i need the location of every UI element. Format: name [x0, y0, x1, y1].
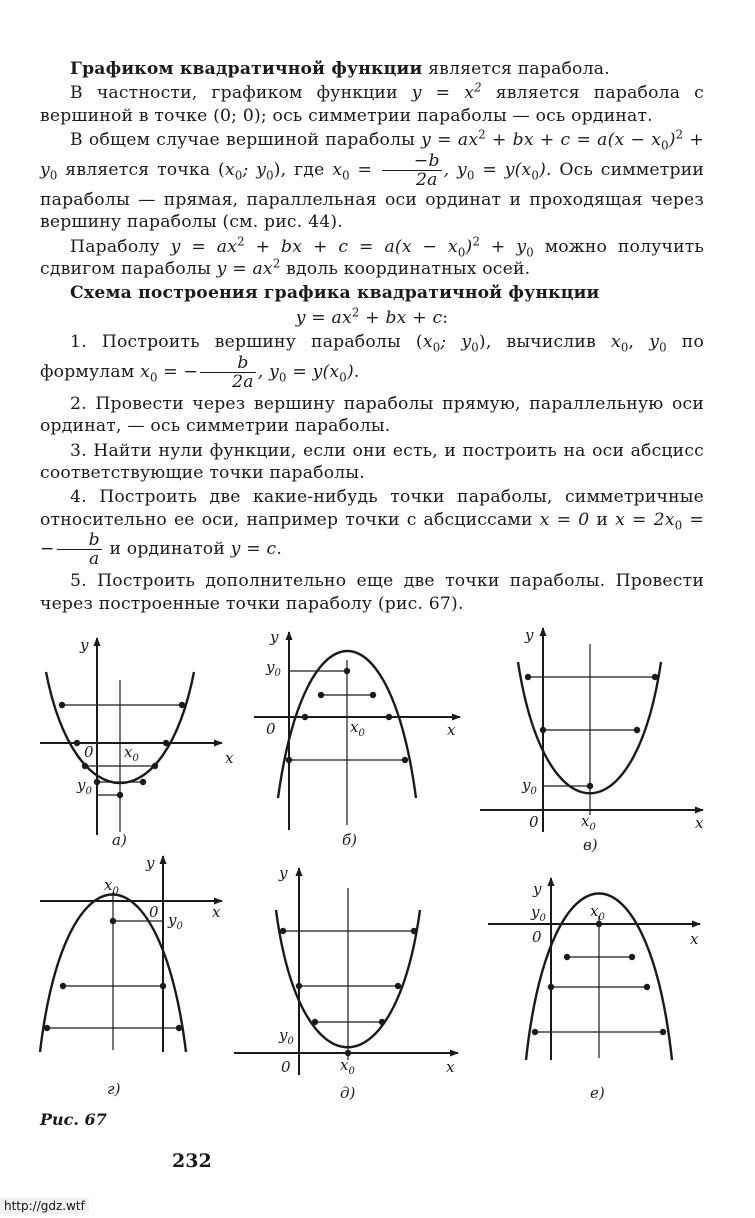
panel-label: б): [342, 831, 358, 849]
f: y = ax: [170, 236, 238, 257]
watermark-link[interactable]: http://gdz.wtf: [0, 1198, 89, 1214]
t: x: [124, 743, 133, 761]
origin-label: 0: [281, 1058, 291, 1076]
section-heading: Схема построения графика квадратичной функции: [70, 283, 600, 304]
t: 0: [589, 822, 596, 833]
f: y = x: [411, 83, 475, 104]
f: x: [224, 159, 235, 180]
y-label: y: [279, 864, 288, 882]
f: x: [422, 332, 433, 353]
main-text: [40, 58, 704, 617]
point: [395, 983, 401, 989]
x-label: x: [447, 721, 456, 739]
point: [179, 702, 185, 708]
s: 0: [457, 245, 466, 259]
vertex: [110, 918, 116, 924]
f: + bx + c = a(x − x: [485, 130, 662, 151]
step-1: [40, 331, 704, 391]
point: [540, 727, 546, 733]
t: x: [340, 1056, 349, 1074]
f: ): [668, 130, 676, 151]
t: является точка (: [57, 159, 225, 180]
f: y = ax: [421, 130, 479, 151]
t: y: [522, 776, 531, 794]
t: 0: [176, 921, 183, 932]
point: [140, 779, 146, 785]
t: 0: [358, 728, 365, 739]
point: [44, 1025, 50, 1031]
t: y: [77, 776, 86, 794]
s: 0: [342, 168, 350, 183]
point: [379, 1019, 385, 1025]
x-label: x: [446, 1058, 455, 1076]
origin-label: 0: [84, 743, 94, 761]
point: [660, 1029, 666, 1035]
vertex: [117, 792, 123, 798]
e: 2: [472, 233, 481, 248]
y-label: y: [80, 636, 89, 654]
panel-c: [480, 626, 704, 854]
s: 0: [526, 245, 534, 259]
f: x = 0: [539, 509, 590, 530]
f: x: [610, 332, 621, 353]
fraction: [57, 531, 102, 568]
numerator: b: [200, 354, 256, 373]
denominator: 2a: [415, 169, 438, 190]
point: [644, 984, 650, 990]
point: [176, 1025, 182, 1031]
f: x = 2x: [615, 509, 675, 530]
origin-label: 0: [532, 928, 542, 946]
step-4: [40, 486, 704, 568]
t: . Ось симметрии параболы — прямая, параллельная оси ординат и проходящая через вершину параболы (см. рис. 44).: [40, 159, 704, 233]
t: x: [350, 718, 359, 736]
s: 0: [466, 168, 475, 183]
t: 1. Построить вершину параболы (: [70, 332, 423, 353]
y0-label: [530, 903, 546, 924]
point: [59, 702, 65, 708]
f: = −: [157, 361, 199, 382]
origin-label: 0: [149, 903, 159, 921]
point: [163, 740, 169, 746]
s: 0: [471, 340, 479, 355]
f: y = ax: [295, 307, 352, 328]
y-label: y: [533, 880, 542, 898]
f: ): [465, 236, 473, 257]
t: 0: [539, 913, 546, 924]
x-label: x: [695, 814, 704, 832]
point: [634, 727, 640, 733]
point: [160, 983, 166, 989]
origin-label: 0: [529, 813, 539, 831]
e: 2: [675, 127, 684, 142]
point: [411, 928, 417, 934]
panel-label: г): [107, 1080, 121, 1098]
x0-label: [104, 876, 119, 897]
f: ; y: [242, 159, 267, 180]
s: 0: [674, 518, 683, 533]
y0-label: [167, 911, 183, 932]
t: Параболу: [70, 236, 171, 257]
point: [652, 674, 658, 680]
step-2: 2. Провести через вершину параболы прямую, параллельную оси ординат, — ось симметрии параболы.: [40, 393, 704, 437]
t: 0: [85, 786, 92, 797]
f: y: [649, 332, 660, 353]
t: и ординатой: [103, 539, 231, 560]
t: В частности, графиком функции: [70, 83, 412, 104]
vertex: [344, 668, 350, 674]
fraction: [200, 354, 256, 391]
e: 2: [478, 127, 486, 142]
point: [280, 928, 286, 934]
point: [386, 714, 392, 720]
e: 2: [272, 256, 281, 271]
f: ): [346, 361, 354, 382]
f: ): [539, 159, 546, 180]
t: y: [279, 1026, 288, 1044]
x0-label: [340, 1056, 355, 1077]
f: , y: [257, 361, 280, 382]
point: [82, 763, 88, 769]
t: x: [590, 902, 599, 920]
y0-label: [76, 776, 92, 797]
t: 0: [598, 912, 605, 923]
f: x: [140, 361, 150, 382]
s: 0: [339, 370, 347, 385]
f: + y: [480, 236, 527, 257]
f: = y(x: [474, 159, 532, 180]
x0-label: [350, 718, 365, 739]
origin-label: 0: [266, 720, 276, 738]
point: [548, 984, 554, 990]
s: 0: [49, 168, 58, 183]
t: ), где: [273, 159, 333, 180]
point: [532, 1029, 538, 1035]
y-label: y: [525, 626, 534, 644]
f: x: [332, 159, 343, 180]
point: [302, 714, 308, 720]
panel-label: а): [112, 831, 127, 849]
f: , y: [443, 159, 467, 180]
t: В общем случае вершиной параболы: [70, 130, 422, 151]
t: можно получить сдвигом параболы: [40, 236, 704, 279]
panel-label: д): [340, 1084, 356, 1102]
y-label: y: [270, 628, 279, 646]
t: .: [276, 539, 283, 560]
para-shift: [40, 233, 704, 281]
x0-label: [124, 743, 139, 764]
point: [60, 983, 66, 989]
t: :: [442, 307, 449, 328]
panel-e: [234, 864, 458, 1102]
s: 0: [432, 340, 441, 355]
para-definition: [40, 58, 704, 80]
s: 0: [620, 340, 629, 355]
t: 0: [287, 1036, 294, 1047]
denominator: 2a: [232, 371, 254, 392]
point: [296, 983, 302, 989]
panel-b: [254, 628, 460, 849]
point: [318, 692, 324, 698]
t: 0: [530, 786, 537, 797]
panel-f: [488, 878, 700, 1102]
step-3: 3. Найти нули функции, если они есть, и построить на оси абсцисс соответствующие точки параболы.: [40, 440, 704, 483]
f: + bx + c: [359, 307, 443, 328]
y0-label: [521, 776, 537, 797]
point: [312, 1019, 318, 1025]
point: [629, 954, 635, 960]
point: [152, 763, 158, 769]
para-general-case: [40, 129, 704, 233]
numerator: −b: [382, 152, 442, 171]
f: + bx + c = a(x − x: [244, 236, 458, 257]
y-label: y: [146, 854, 155, 872]
f: ; y: [440, 332, 472, 353]
s: 0: [150, 370, 158, 385]
f: y = ax: [216, 258, 273, 279]
step-5: 5. Построить дополнительно еще две точки параболы. Провести через построенные точки параболу (рис. 67).: [40, 571, 704, 614]
f: =: [349, 159, 380, 180]
f: y = c: [230, 539, 277, 560]
t: по формулам: [40, 332, 704, 382]
figure-caption: Рис. 67: [40, 1110, 107, 1129]
s: 0: [234, 168, 243, 183]
para-special-case: [40, 82, 704, 127]
x-label: x: [212, 903, 221, 921]
t: 0: [132, 753, 139, 764]
t: является парабола с вершиной в точке (0; 0); ось симметрии параболы — ось ординат.: [40, 83, 704, 126]
numerator: b: [57, 531, 102, 550]
e: 2: [474, 80, 482, 95]
definition-rest: является парабола.: [422, 59, 610, 79]
t: x: [581, 812, 590, 830]
t: 0: [274, 668, 281, 679]
panel-d: [40, 854, 222, 1098]
t: ), вычислив: [478, 332, 611, 353]
t: y: [531, 903, 540, 921]
s: 0: [279, 370, 287, 385]
point: [370, 692, 376, 698]
panel-a: [40, 636, 234, 849]
panel-label: е): [590, 1084, 605, 1102]
t: и: [589, 509, 616, 530]
t: y: [266, 658, 275, 676]
point: [74, 740, 80, 746]
s: 0: [531, 168, 540, 183]
e: 2: [351, 305, 360, 320]
t: .: [353, 361, 360, 382]
f: = y(x: [286, 361, 340, 382]
f: + y: [40, 130, 704, 180]
s: 0: [661, 138, 669, 153]
definition-term: Графиком квадратичной функции: [70, 59, 423, 79]
x-label: x: [690, 930, 699, 948]
t: ,: [628, 332, 650, 353]
e: 2: [237, 233, 245, 248]
t: y: [168, 911, 177, 929]
page-number: 232: [172, 1150, 212, 1172]
point: [94, 779, 100, 785]
s: 0: [659, 340, 667, 355]
y0-label: [265, 658, 281, 679]
t: 0: [112, 886, 119, 897]
heading-formula: [40, 307, 704, 329]
denominator: a: [88, 549, 100, 570]
figure-67: [0, 620, 755, 1110]
panel-label: в): [583, 836, 598, 854]
s: 0: [266, 168, 274, 183]
point: [286, 757, 292, 763]
vertex: [587, 783, 593, 789]
point: [525, 674, 531, 680]
t: x: [104, 876, 113, 894]
point: [402, 757, 408, 763]
x0-label: [581, 812, 596, 833]
f: = −: [40, 509, 704, 560]
t: вдоль координатных осей.: [280, 258, 531, 279]
t: 4. Построить две какие-нибудь точки параболы, симметричные относительно ее оси, например точки с абсциссами: [40, 487, 704, 530]
x0-label: [590, 902, 605, 923]
x-label: x: [225, 749, 234, 767]
fraction: [382, 152, 442, 189]
y0-label: [278, 1026, 294, 1047]
point: [564, 954, 570, 960]
t: 0: [348, 1066, 355, 1077]
